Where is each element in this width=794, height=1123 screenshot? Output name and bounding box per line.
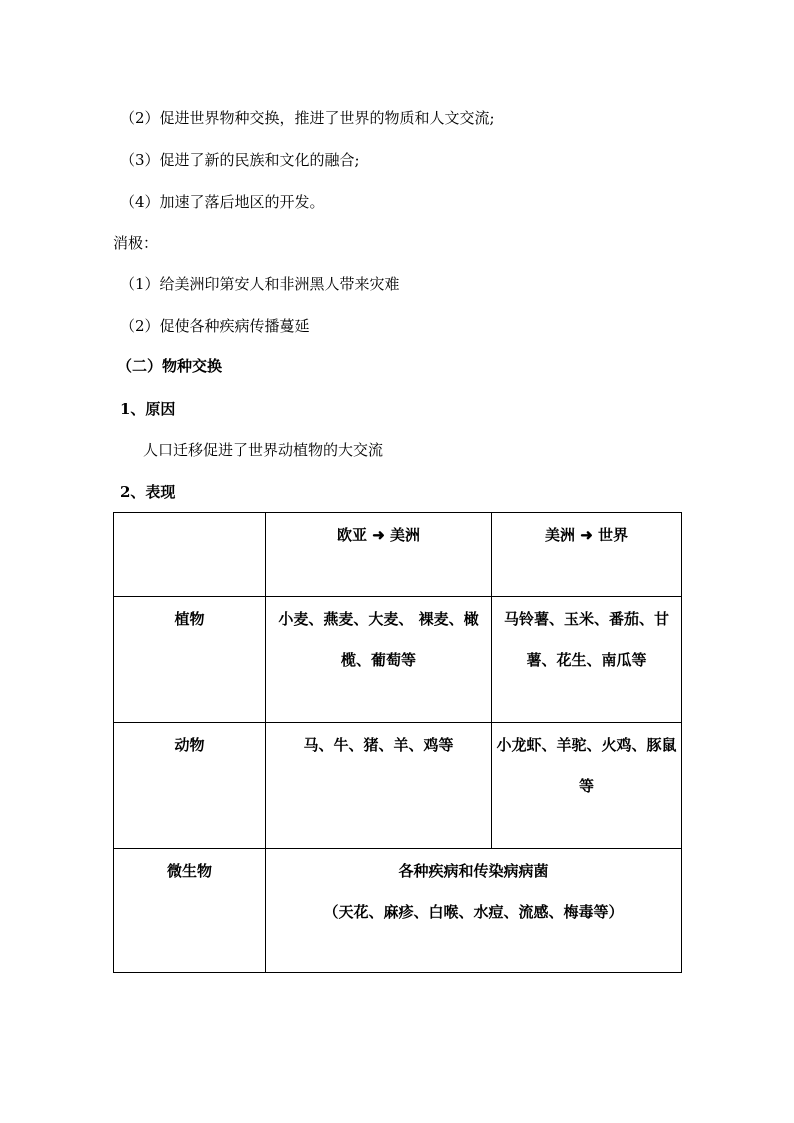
text-point-3: （3）促进了新的民族和文化的融合; <box>120 151 360 169</box>
table-header-americas-to-world <box>492 513 682 597</box>
cell-text: 小麦、燕麦、大麦、 裸麦、橄榄、葡萄等 <box>278 610 479 669</box>
cell-text: 小龙虾、羊驼、火鸡、豚鼠等 <box>496 736 677 795</box>
cell-text: 马、牛、猪、羊、鸡等 <box>303 736 454 754</box>
animals-americas-to-world <box>492 723 682 849</box>
table-header-blank <box>114 513 266 597</box>
text-point-4: （4）加速了落后地区的开发。 <box>120 193 325 211</box>
text-negative-2: （2）促使各种疾病传播蔓延 <box>120 317 310 335</box>
text-negative-label: 消极： <box>113 234 159 252</box>
row-label-microbes <box>114 849 266 973</box>
table-header-row <box>114 513 682 597</box>
microbes-description <box>266 849 682 973</box>
table-row-animals <box>114 723 682 849</box>
microbes-line-1: 各种疾病和传染病病菌 <box>398 862 549 880</box>
heading-reason: 1、原因 <box>120 400 176 418</box>
plants-eurasia-to-americas <box>266 597 492 723</box>
heading-manifestation: 2、表现 <box>120 483 176 501</box>
row-label-animals <box>114 723 266 849</box>
cell-text: 马铃薯、玉米、番茄、甘薯、花生、南瓜等 <box>503 610 669 669</box>
table-row-plants <box>114 597 682 723</box>
row-label-text: 动物 <box>174 736 205 754</box>
text-negative-1: （1）给美洲印第安人和非洲黑人带来灾难 <box>120 275 400 293</box>
row-label-text: 植物 <box>174 610 205 628</box>
microbes-line-2: （天花、麻疹、白喉、水痘、流感、梅毒等） <box>323 903 624 921</box>
species-exchange-table <box>113 512 682 973</box>
header-col1-label: 欧亚 ➜ 美洲 <box>336 526 420 544</box>
row-label-text: 微生物 <box>166 862 212 880</box>
table-row-microbes <box>114 849 682 973</box>
row-label-plants <box>114 597 266 723</box>
text-reason: 人口迁移促进了世界动植物的大交流 <box>143 441 384 459</box>
table-header-eurasia-to-americas <box>266 513 492 597</box>
text-point-2: （2）促进世界物种交换，推进了世界的物质和人文交流; <box>120 109 495 127</box>
section-title: （二）物种交换 <box>117 357 223 375</box>
header-col2-label: 美洲 ➜ 世界 <box>544 526 628 544</box>
plants-americas-to-world <box>492 597 682 723</box>
animals-eurasia-to-americas <box>266 723 492 849</box>
